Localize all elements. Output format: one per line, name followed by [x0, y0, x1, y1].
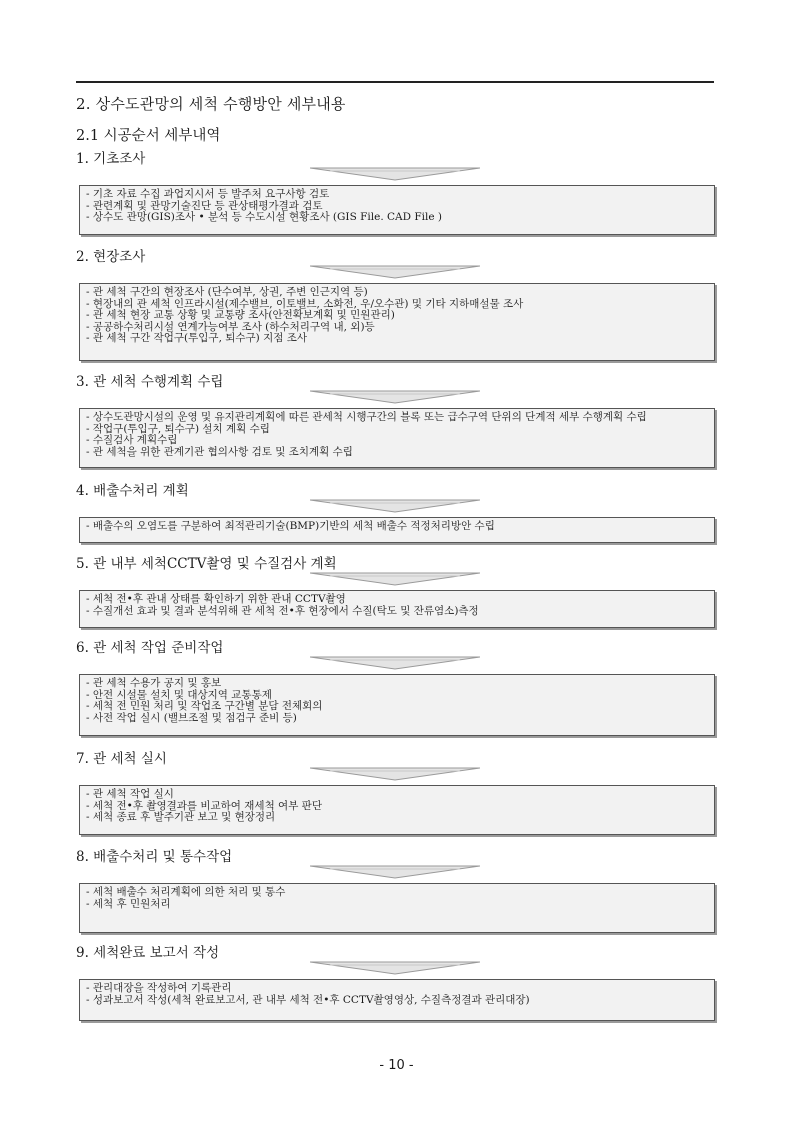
step-detail-item: - 세척 전•후 관내 상태를 확인하기 위한 관내 CCTV촬영	[86, 593, 346, 605]
step-title: 6. 관 세척 작업 준비작업	[76, 640, 224, 656]
step-detail-item: - 기초 자료 수집 과업지시서 등 발주처 요구사항 검토	[86, 188, 330, 200]
down-arrow-icon	[310, 960, 480, 976]
down-arrow-icon	[310, 498, 480, 514]
step-detail-list	[86, 412, 708, 458]
step-detail-list	[86, 189, 708, 224]
step-title: 9. 세척완료 보고서 작성	[76, 945, 220, 961]
step-detail-item: - 관 세척 수용가 공지 및 홍보	[86, 677, 222, 689]
step-detail-item: - 공공하수처리시설 연계가능여부 조사 (하수처리구역 내, 외)등	[86, 320, 375, 333]
step-detail-item: - 관 세척 구간 작업구(투입구, 퇴수구) 지점 조사	[86, 332, 308, 345]
down-arrow-icon	[310, 571, 480, 587]
down-arrow-icon	[310, 264, 480, 280]
step-detail-list	[86, 887, 708, 910]
step-detail-list	[86, 287, 708, 345]
section-heading: 2. 상수도관망의 세척 수행방안 세부내용	[76, 95, 346, 113]
step-detail-box	[79, 185, 715, 235]
step-detail-item: - 상수도관망시설의 운영 및 유지관리계획에 따른 관세척 시행구간의 블록 또는 급수구역 단위의 단계적 세부 수행계획 수립	[86, 411, 647, 423]
step-detail-item: - 관리대장을 작성하여 기록관리	[86, 982, 232, 994]
step-detail-list	[86, 594, 708, 617]
step-title: 7. 관 세척 실시	[76, 751, 167, 767]
step-detail-item: - 관 세척을 위한 관계기관 협의사항 검토 및 조치계획 수립	[86, 445, 353, 458]
step-detail-item: - 세척 전 민원 처리 및 작업조 구간별 분담 전체회의	[86, 700, 323, 713]
step-title: 3. 관 세척 수행계획 수립	[76, 374, 224, 390]
step-detail-box	[79, 674, 715, 736]
step-detail-item: - 사전 작업 실시 (밸브조절 및 점검구 준비 등)	[86, 711, 297, 724]
step-detail-item: - 안전 시설물 설치 및 대상지역 교통통제	[86, 688, 272, 701]
subsection-heading: 2.1 시공순서 세부내역	[76, 128, 221, 144]
step-detail-item: - 관 세척 구간의 현장조사 (단수여부, 상권, 주변 인근지역 등)	[86, 286, 368, 298]
step-title: 4. 배출수처리 계획	[76, 483, 189, 499]
step-detail-list	[86, 789, 708, 824]
step-detail-item: - 수질검사 계획수립	[86, 434, 178, 447]
step-detail-list	[86, 983, 708, 1006]
step-detail-item: - 상수도 관망(GIS)조사 • 분석 등 수도시설 현황조사 (GIS File. CAD File )	[86, 211, 443, 224]
step-detail-box	[79, 408, 715, 468]
step-detail-item: - 관 세척 현장 교통 상황 및 교통량 조사(안전확보계획 및 민원관리)	[86, 309, 395, 322]
step-title: 2. 현장조사	[76, 249, 146, 265]
step-detail-item: - 작업구(투입구, 퇴수구) 설치 계획 수립	[86, 422, 270, 435]
step-title: 5. 관 내부 세척CCTV촬영 및 수질검사 계획	[76, 556, 337, 572]
down-arrow-icon	[310, 864, 480, 880]
step-detail-item: - 수질개선 효과 및 결과 분석위해 관 세척 전•후 현장에서 수질(탁도 및 잔류염소)측정	[86, 604, 479, 617]
step-detail-list	[86, 678, 708, 724]
step-detail-box	[79, 785, 715, 835]
step-detail-box	[79, 590, 715, 628]
step-detail-box	[79, 283, 715, 361]
step-detail-item: - 세척 전•후 촬영결과를 비교하여 재세척 여부 판단	[86, 799, 322, 812]
step-detail-item: - 세척 후 민원처리	[86, 897, 171, 910]
down-arrow-icon	[310, 166, 480, 182]
down-arrow-icon	[310, 766, 480, 782]
down-arrow-icon	[310, 655, 480, 671]
step-detail-item: - 관 세척 작업 실시	[86, 788, 174, 800]
step-title: 8. 배출수처리 및 통수작업	[76, 849, 233, 865]
step-detail-item: - 세척 종료 후 발주기관 보고 및 현장정리	[86, 811, 276, 824]
step-detail-box	[79, 883, 715, 933]
page-number: - 10 -	[379, 1058, 414, 1073]
step-detail-item: - 세척 배출수 처리계획에 의한 처리 및 통수	[86, 886, 286, 898]
top-rule	[76, 81, 714, 83]
step-detail-list	[86, 521, 708, 533]
step-detail-box	[79, 517, 715, 543]
step-detail-item: - 성과보고서 작성(세척 완료보고서, 관 내부 세척 전•후 CCTV촬영영상, 수질측정결과 관리대장)	[86, 993, 530, 1006]
step-detail-box	[79, 979, 715, 1021]
down-arrow-icon	[310, 389, 480, 405]
step-detail-item: - 현장내의 관 세척 인프라시설(제수밸브, 이토밸브, 소화전, 우/오수관) 및 기타 지하매설물 조사	[86, 297, 524, 310]
step-detail-item: - 배출수의 오염도를 구분하여 최적관리기술(BMP)기반의 세척 배출수 적정처리방안 수립	[86, 520, 495, 532]
step-title: 1. 기초조사	[76, 151, 146, 167]
step-detail-item: - 관련계획 및 관망기술진단 등 관상태평가결과 검토	[86, 199, 323, 212]
